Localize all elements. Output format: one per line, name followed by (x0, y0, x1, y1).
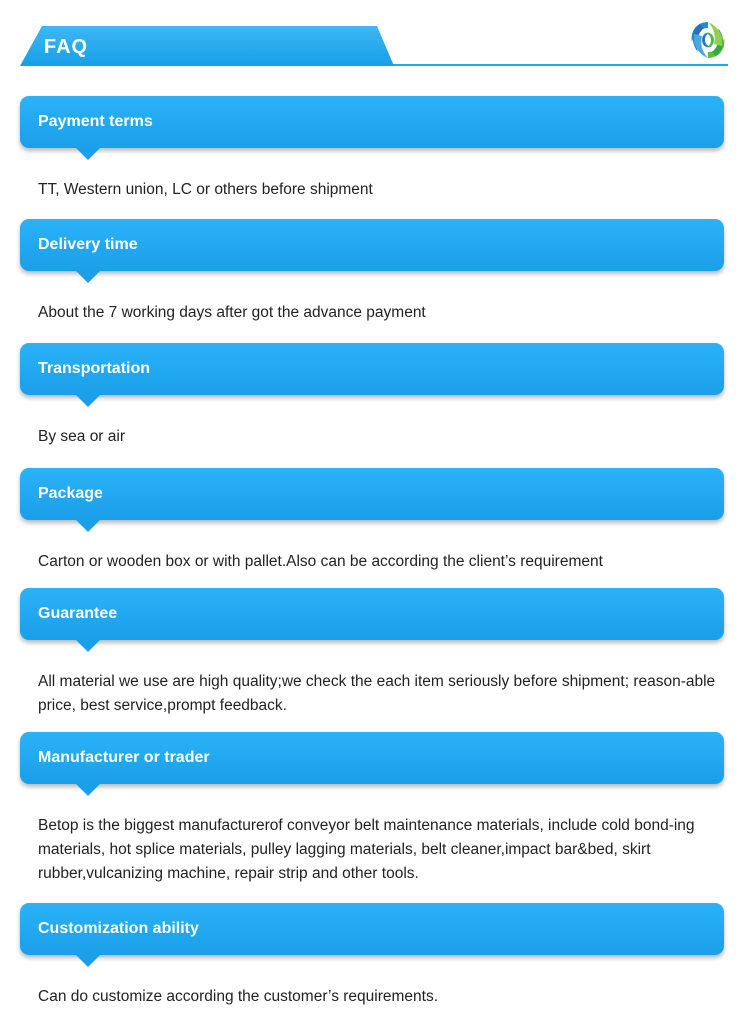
faq-question-bar[interactable] (20, 343, 724, 395)
bar-pointer (74, 638, 102, 652)
faq-answer: All material we use are high quality;we check the each item seriously before shipment; reason-able price, best service,prompt feedback. (38, 673, 716, 714)
faq-answer: By sea or air (38, 428, 126, 445)
faq-question: Customization ability (38, 920, 199, 937)
faq-answer: Betop is the biggest manufacturerof conveyor belt maintenance materials, include cold bond-ing materials, hot splice materials, pulley lagging materials, belt cleaner,impact bar&bed, skirt rubber,vulcanizing machine, repair strip and other tools. (38, 817, 695, 882)
faq-question: Manufacturer or trader (38, 749, 210, 766)
faq-question: Transportation (38, 360, 151, 377)
bar-pointer (74, 393, 102, 407)
faq-question-bar[interactable] (20, 903, 724, 955)
bar-pointer (74, 953, 102, 967)
bar-pointer (74, 782, 102, 796)
bar-pointer (74, 518, 102, 532)
faq-question: Guarantee (38, 605, 118, 622)
faq-question-bar[interactable] (20, 96, 724, 148)
bar-pointer (74, 269, 102, 283)
faq-question-bar[interactable] (20, 588, 724, 640)
faq-question-bar[interactable] (20, 732, 724, 784)
faq-question: Package (38, 485, 103, 502)
faq-answer: About the 7 working days after got the advance payment (38, 304, 426, 321)
bar-pointer (74, 146, 102, 160)
faq-answer: TT, Western union, LC or others before shipment (38, 181, 373, 198)
faq-question: Payment terms (38, 113, 153, 130)
faq-question: Delivery time (38, 236, 138, 253)
faq-answer: Carton or wooden box or with pallet.Also can be according the client’s requirement (38, 553, 603, 570)
faq-question-bar[interactable] (20, 219, 724, 271)
page-title: FAQ (44, 36, 89, 58)
faq-question-bar[interactable] (20, 468, 724, 520)
page-header (0, 0, 750, 75)
swirl-logo-icon (686, 18, 730, 62)
faq-answer: Can do customize according the customer’s requirements. (38, 988, 439, 1005)
